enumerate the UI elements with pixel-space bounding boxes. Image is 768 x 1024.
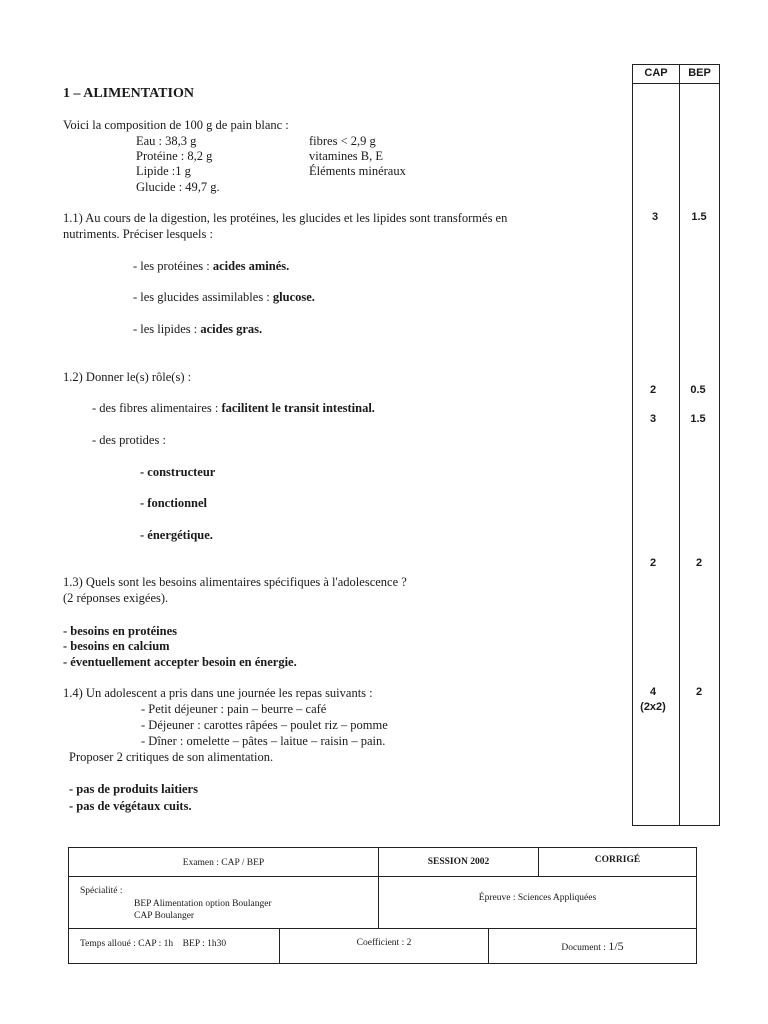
cap-points-1-4-detail: (2x2) xyxy=(640,701,666,713)
answer-1-3-energie: - éventuellement accepter besoin en énergie. xyxy=(63,655,297,669)
answer-1-4-vegetaux: - pas de végétaux cuits. xyxy=(69,799,192,813)
answer-1-2-fonctionnel: - fonctionnel xyxy=(140,496,208,510)
question-1-2-protides: - des protides : xyxy=(92,433,166,447)
composition-left-1: Eau : 38,3 g xyxy=(136,134,197,148)
grade-table-middle-border xyxy=(679,64,680,826)
question-1-3-line-2: (2 réponses exigées). xyxy=(63,591,169,605)
meal-breakfast: - Petit déjeuner : pain – beurre – café xyxy=(141,702,327,716)
footer-coefficient: Coefficient : 2 xyxy=(356,938,412,948)
cap-points-1-4: 4 xyxy=(649,686,657,698)
footer-temps: Temps alloué : CAP : 1h BEP : 1h30 xyxy=(80,939,227,949)
grade-table-header-border xyxy=(632,83,720,84)
footer-border-right xyxy=(696,847,697,964)
answer-1-1-proteines: - les protéines : acides aminés. xyxy=(133,259,290,273)
footer-corrige: CORRIGÉ xyxy=(594,855,641,865)
composition-right-2: vitamines B, E xyxy=(309,149,383,163)
answer-1-2-energetique: - énergétique. xyxy=(140,528,213,542)
footer-border-bottom xyxy=(68,963,696,964)
composition-left-4: Glucide : 49,7 g. xyxy=(136,180,220,194)
cap-points-1-1: 3 xyxy=(651,211,659,223)
footer-border-top xyxy=(68,847,696,848)
bep-points-1-3: 2 xyxy=(695,557,703,569)
answer-1-2-fibres: - des fibres alimentaires : facilitent le transit intestinal. xyxy=(92,401,375,415)
cap-points-1-2-b: 3 xyxy=(649,413,657,425)
answer-1-2-constructeur: - constructeur xyxy=(140,465,216,479)
bep-points-1-2-b: 1.5 xyxy=(690,413,706,425)
answer-1-4-laitiers: - pas de produits laitiers xyxy=(69,782,198,796)
composition-right-1: fibres < 2,9 g xyxy=(309,134,376,148)
question-1-1-line-2: nutriments. Préciser lesquels : xyxy=(63,227,213,241)
meal-dinner: - Dîner : omelette – pâtes – laitue – raisin – pain. xyxy=(141,734,386,748)
composition-left-2: Protéine : 8,2 g xyxy=(136,149,213,163)
answer-1-3-calcium: - besoins en calcium xyxy=(63,639,170,653)
meal-lunch: - Déjeuner : carottes râpées – poulet riz – pomme xyxy=(141,718,388,732)
footer-specialite-cap: CAP Boulanger xyxy=(134,911,195,921)
answer-1-3-proteines: - besoins en protéines xyxy=(63,624,178,638)
footer-specialite-bep: BEP Alimentation option Boulanger xyxy=(134,899,272,909)
cap-points-1-2-a: 2 xyxy=(649,384,657,396)
question-1-4-line-1: 1.4) Un adolescent a pris dans une journée les repas suivants : xyxy=(63,686,373,700)
footer-border-row-1 xyxy=(68,876,696,877)
bep-points-1-2-a: 0.5 xyxy=(690,384,706,396)
footer-epreuve: Épreuve : Sciences Appliquées xyxy=(478,893,597,903)
footer-border-row-2 xyxy=(68,928,696,929)
composition-right-3: Éléments minéraux xyxy=(309,164,406,178)
question-1-1-line-1: 1.1) Au cours de la digestion, les protéines, les glucides et les lipides sont transformés en xyxy=(63,211,508,225)
question-1-4-line-2: Proposer 2 critiques de son alimentation. xyxy=(69,750,274,764)
grade-table-top-border xyxy=(632,64,720,65)
footer-specialite-label: Spécialité : xyxy=(80,886,123,896)
cap-column-header: CAP xyxy=(644,67,668,79)
bep-points-1-4: 2 xyxy=(695,686,703,698)
footer-session: SESSION 2002 xyxy=(427,857,490,867)
footer-document: Document : 1/5 xyxy=(561,939,624,953)
answer-1-1-lipides: - les lipides : acides gras. xyxy=(133,322,263,336)
cap-points-1-3: 2 xyxy=(649,557,657,569)
bep-column-header: BEP xyxy=(688,67,711,79)
footer-exam: Examen : CAP / BEP xyxy=(182,858,265,868)
bep-points-1-1: 1.5 xyxy=(691,211,707,223)
grade-table-bottom-border xyxy=(632,825,720,826)
intro-line: Voici la composition de 100 g de pain blanc : xyxy=(63,118,289,132)
question-1-2-line: 1.2) Donner le(s) rôle(s) : xyxy=(63,370,192,384)
answer-1-1-glucides: - les glucides assimilables : glucose. xyxy=(133,290,315,304)
section-title: 1 – ALIMENTATION xyxy=(63,86,194,101)
composition-left-3: Lipide :1 g xyxy=(136,164,191,178)
question-1-3-line-1: 1.3) Quels sont les besoins alimentaires spécifiques à l'adolescence ? xyxy=(63,575,407,589)
grade-table-right-border xyxy=(719,64,720,826)
